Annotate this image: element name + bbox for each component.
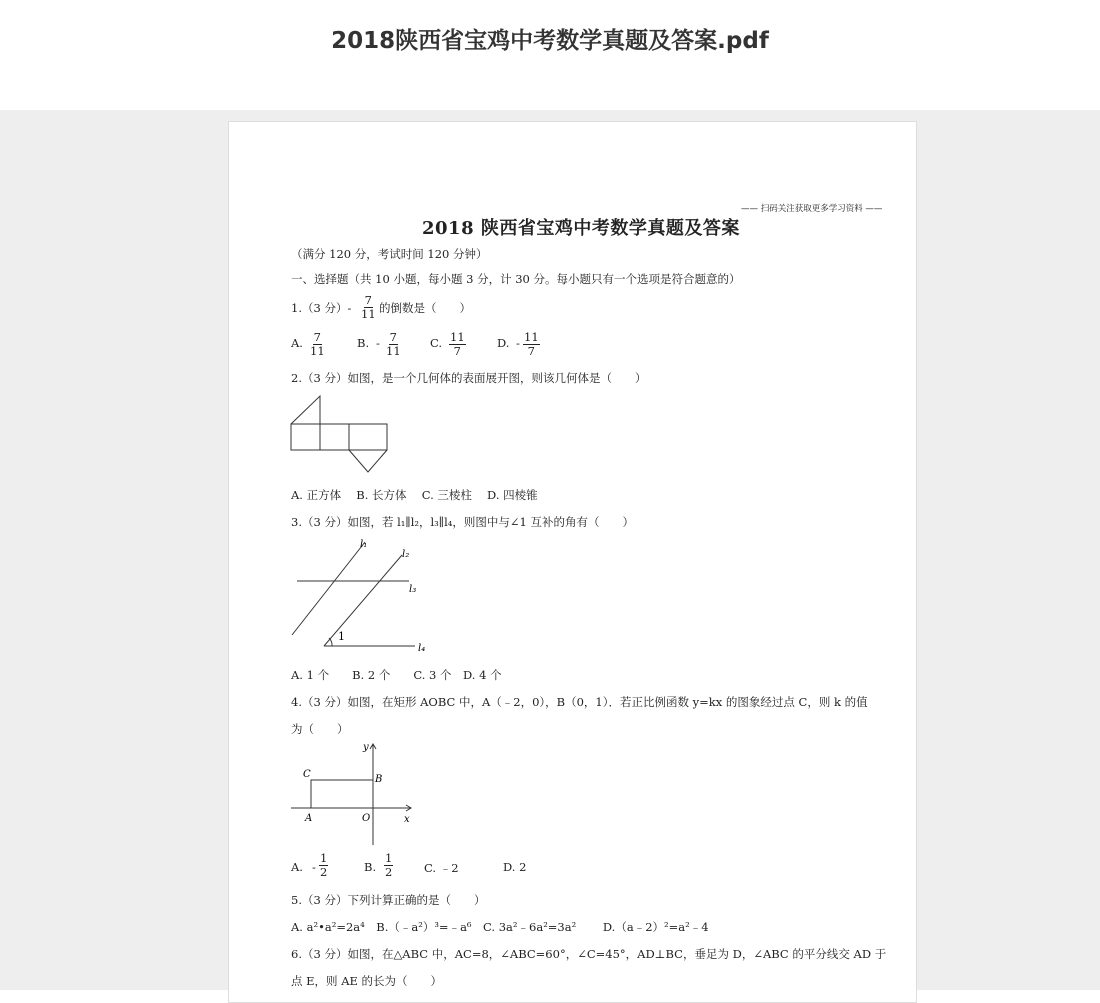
q1-option-b-fraction: $\frac{7}{11}$	[386, 330, 401, 358]
title-bar	[0, 0, 1100, 110]
q2-text: 2.（3 分）如图，是一个几何体的表面展开图，则该几何体是（ ）	[291, 371, 647, 385]
qr-note: —— 扫码关注获取更多学习资料 ——	[741, 204, 883, 214]
q2-options: A. 正方体 B. 长方体 C. 三棱柱 D. 四棱锥	[291, 488, 538, 502]
section-heading: 一、选择题（共 10 小题，每小题 3 分，计 30 分。每小题只有一个选项是符合题意的）	[291, 272, 741, 286]
q4-option-c: C. ﹣2	[424, 861, 459, 875]
q1-option-a-fraction: $\frac{7}{11}$	[310, 330, 325, 358]
q2-net-figure	[289, 394, 393, 474]
q3-label-l3: l₃	[409, 584, 417, 595]
q1-fraction: $\frac{7}{11}$	[361, 293, 376, 321]
q4-option-b: B.	[364, 860, 377, 874]
q4-text-line1: 4.（3 分）如图，在矩形 AOBC 中，A（﹣2，0），B（0，1）．若正比例函数 y=kx 的图象经过点 C，则 k 的值	[291, 695, 868, 709]
q4-label-a: A	[305, 813, 313, 824]
q3-label-l4: l₄	[418, 643, 426, 654]
q4-rectangle-figure	[289, 740, 419, 848]
q4-option-a: A.	[291, 860, 303, 874]
q4-label-x: x	[404, 814, 410, 825]
q6-text-line2: 点 E，则 AE 的长为（ ）	[291, 974, 443, 988]
q5-text: 5.（3 分）下列计算正确的是（ ）	[291, 893, 486, 907]
q1-option-b-sign: -	[376, 336, 380, 350]
q4-label-b: B	[375, 774, 383, 785]
q3-text: 3.（3 分）如图，若 l₁∥l₂，l₃∥l₄，则图中与∠1 互补的角有（ ）	[291, 515, 634, 529]
pdf-page[interactable]	[228, 121, 917, 1003]
q1-option-d-sign: -	[516, 336, 520, 350]
exam-title: 2018 陕西省宝鸡中考数学真题及答案	[422, 218, 740, 239]
q4-option-b-fraction: $\frac{1}{2}$	[385, 851, 393, 879]
q1-option-c-fraction: $\frac{11}{7}$	[450, 330, 465, 358]
q3-label-l1: l₁	[360, 539, 368, 550]
q6-text-line1: 6.（3 分）如图，在△ABC 中，AC=8，∠ABC=60°，∠C=45°，AD⊥BC，垂足为 D，∠ABC 的平分线交 AD 于	[291, 947, 887, 961]
q5-options: A. a²•a²=2a⁴ B.（﹣a²）³=﹣a⁶ C. 3a²﹣6a²=3a² D.（a﹣2）²=a²﹣4	[291, 920, 709, 934]
q4-option-d: D. 2	[503, 860, 527, 874]
q4-label-c: C	[303, 769, 311, 780]
q3-options: A. 1 个 B. 2 个 C. 3 个 D. 4 个	[291, 668, 502, 682]
q1-option-c: C.	[430, 336, 443, 350]
q4-option-a-sign: -	[312, 860, 316, 874]
q3-angle-label: 1	[338, 630, 345, 643]
q1-prefix: 1.（3 分）-	[291, 301, 352, 315]
q1-option-a: A.	[291, 336, 303, 350]
q4-label-o: O	[362, 813, 371, 824]
q1-option-d: D.	[497, 336, 510, 350]
q3-label-l2: l₂	[402, 549, 410, 560]
q4-label-y: y	[363, 742, 369, 753]
q1-suffix: 的倒数是（ ）	[379, 301, 471, 315]
q1-option-b: B.	[357, 336, 370, 350]
q4-option-a-fraction: $\frac{1}{2}$	[320, 851, 328, 879]
document-filename: 2018陕西省宝鸡中考数学真题及答案.pdf	[331, 28, 769, 54]
q4-text-line2: 为（ ）	[291, 722, 349, 736]
q3-lines-figure	[287, 534, 437, 656]
q1-option-d-fraction: $\frac{11}{7}$	[524, 330, 539, 358]
exam-meta: （满分 120 分，考试时间 120 分钟）	[291, 247, 488, 261]
